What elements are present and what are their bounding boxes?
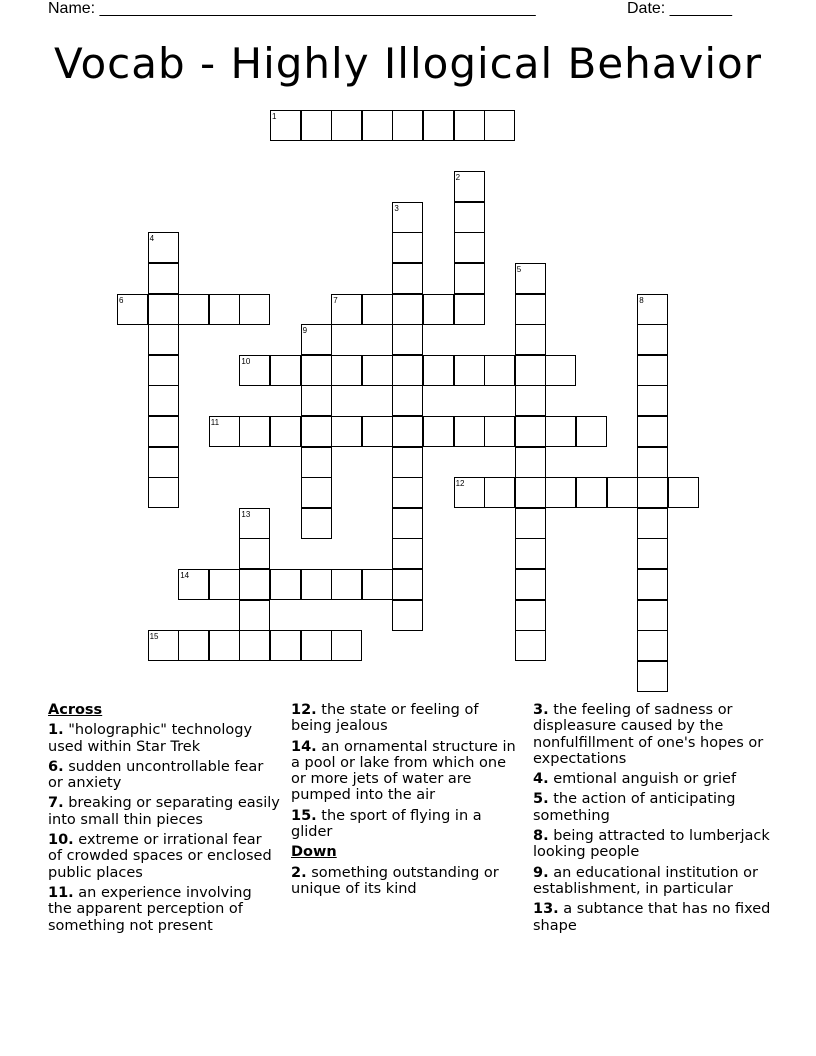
grid-cell[interactable]: [515, 538, 546, 569]
clue-down-4: [533, 771, 773, 787]
grid-cell[interactable]: [637, 385, 668, 416]
clue-text: something outstanding or unique of its kind: [291, 864, 499, 897]
grid-cell[interactable]: [515, 263, 546, 294]
grid-cell[interactable]: [515, 355, 546, 386]
grid-cell[interactable]: [178, 294, 209, 325]
grid-cell[interactable]: [178, 630, 209, 661]
clue-across-14: [291, 739, 523, 804]
grid-cell[interactable]: [392, 416, 423, 447]
grid-cell[interactable]: [392, 447, 423, 478]
grid-cell[interactable]: [270, 110, 301, 141]
grid-cell[interactable]: [148, 416, 179, 447]
grid-cell[interactable]: [637, 324, 668, 355]
grid-cell[interactable]: [362, 416, 393, 447]
clue-down-2: [291, 865, 523, 898]
grid-cell[interactable]: [301, 355, 332, 386]
clue-text: the state or feeling of being jealous: [291, 702, 479, 735]
grid-cell[interactable]: [545, 416, 576, 447]
clues-column-1: [48, 702, 280, 938]
grid-cell[interactable]: [148, 447, 179, 478]
grid-cell[interactable]: [392, 508, 423, 539]
grid-cell[interactable]: [392, 202, 423, 233]
grid-cell[interactable]: [515, 447, 546, 478]
grid-cell[interactable]: [637, 447, 668, 478]
grid-cell[interactable]: [484, 477, 515, 508]
grid-cell[interactable]: [545, 477, 576, 508]
clue-text: an experience involving the apparent perception of something not present: [48, 884, 252, 934]
grid-cell[interactable]: [637, 569, 668, 600]
clue-across-15: [291, 808, 523, 841]
grid-cell[interactable]: [392, 477, 423, 508]
grid-cell[interactable]: [239, 294, 270, 325]
grid-cell[interactable]: [331, 355, 362, 386]
clue-number: 7.: [48, 795, 64, 812]
clue-number-label: 5: [516, 265, 522, 274]
clue-number: 10.: [48, 832, 74, 849]
grid-cell[interactable]: [392, 110, 423, 141]
grid-cell[interactable]: [362, 355, 393, 386]
grid-cell[interactable]: [392, 355, 423, 386]
grid-cell[interactable]: [209, 630, 240, 661]
grid-cell[interactable]: [270, 569, 301, 600]
grid-cell[interactable]: [484, 110, 515, 141]
grid-cell[interactable]: [637, 508, 668, 539]
grid-cell[interactable]: [392, 324, 423, 355]
grid-cell[interactable]: [637, 416, 668, 447]
grid-cell[interactable]: [454, 110, 485, 141]
clues-column-2: [291, 702, 523, 901]
clue-across-6: [48, 759, 280, 792]
grid-cell[interactable]: [239, 355, 270, 386]
clue-number-label: 12: [455, 479, 465, 489]
grid-cell[interactable]: [454, 232, 485, 263]
grid-cell[interactable]: [239, 508, 270, 539]
grid-cell[interactable]: [331, 416, 362, 447]
clue-number: 6.: [48, 758, 64, 775]
clue-number: 9.: [533, 864, 549, 881]
grid-cell[interactable]: [301, 385, 332, 416]
clue-down-5: [533, 791, 773, 824]
clue-text: an ornamental structure in a pool or lake from which one or more jets of water are pumped into the air: [291, 738, 516, 804]
grid-cell[interactable]: [301, 477, 332, 508]
clue-number-label: 2: [455, 173, 461, 183]
clue-number: 3.: [533, 702, 549, 718]
clue-down-3: [533, 702, 773, 767]
grid-cell[interactable]: [423, 416, 454, 447]
clue-number: 8.: [533, 828, 549, 845]
grid-cell[interactable]: [545, 355, 576, 386]
grid-cell[interactable]: [148, 477, 179, 508]
clue-number: 15.: [291, 807, 317, 824]
grid-cell[interactable]: [301, 324, 332, 355]
grid-cell[interactable]: [239, 630, 270, 661]
clue-number: 13.: [533, 901, 559, 918]
clue-number-label: 15: [149, 632, 159, 642]
grid-cell[interactable]: [515, 569, 546, 600]
grid-cell[interactable]: [637, 294, 668, 325]
grid-cell[interactable]: [454, 202, 485, 233]
grid-cell[interactable]: [515, 385, 546, 416]
grid-cell[interactable]: [270, 416, 301, 447]
grid-cell[interactable]: [454, 477, 485, 508]
grid-cell[interactable]: [392, 538, 423, 569]
grid-cell[interactable]: [392, 294, 423, 325]
grid-cell[interactable]: [637, 630, 668, 661]
header: [48, 0, 740, 20]
grid-cell[interactable]: [209, 416, 240, 447]
grid-cell[interactable]: [301, 447, 332, 478]
clue-number: 5.: [533, 791, 549, 808]
clue-number: 4.: [533, 771, 549, 788]
clue-number-label: 3: [394, 203, 399, 213]
grid-cell[interactable]: [331, 294, 362, 325]
down-heading: Down: [291, 844, 337, 861]
grid-cell[interactable]: [392, 385, 423, 416]
clue-number: 11.: [48, 884, 74, 901]
grid-cell[interactable]: [331, 569, 362, 600]
clue-number: 14.: [291, 738, 317, 755]
clue-number-label: 7: [333, 295, 338, 305]
clue-across-11: [48, 885, 280, 934]
grid-cell[interactable]: [392, 263, 423, 294]
clue-across-7: [48, 795, 280, 828]
date-field-line[interactable]: Date: _______: [627, 0, 732, 17]
grid-cell[interactable]: [454, 171, 485, 202]
grid-cell[interactable]: [362, 569, 393, 600]
grid-cell[interactable]: [362, 110, 393, 141]
grid-cell[interactable]: [515, 508, 546, 539]
grid-cell[interactable]: [301, 569, 332, 600]
clue-number: 12.: [291, 702, 317, 718]
grid-cell[interactable]: [209, 294, 240, 325]
grid-cell[interactable]: [392, 232, 423, 263]
grid-cell[interactable]: [515, 416, 546, 447]
grid-cell[interactable]: [148, 630, 179, 661]
grid-cell[interactable]: [515, 477, 546, 508]
grid-cell[interactable]: [637, 355, 668, 386]
clue-number-label: 14: [180, 571, 190, 580]
page-title: Vocab - Highly Illogical Behavior: [53, 39, 762, 88]
clue-text: the sport of flying in a glider: [291, 807, 482, 841]
grid-cell[interactable]: [270, 355, 301, 386]
clue-number-label: 9: [302, 326, 308, 336]
grid-cell[interactable]: [209, 569, 240, 600]
grid-cell[interactable]: [607, 477, 638, 508]
clue-text: the action of anticipating something: [533, 791, 736, 824]
clue-number-label: 1: [272, 112, 277, 121]
grid-cell[interactable]: [515, 630, 546, 661]
grid-cell[interactable]: [423, 355, 454, 386]
grid-cell[interactable]: [454, 294, 485, 325]
clues-column-3: [533, 702, 773, 938]
grid-cell[interactable]: [148, 385, 179, 416]
clue-text: extreme or irrational fear of crowded spaces or enclosed public places: [48, 832, 272, 881]
grid-cell[interactable]: [148, 324, 179, 355]
clue-down-8: [533, 828, 773, 861]
clue-across-10: [48, 832, 280, 881]
grid-cell[interactable]: [576, 416, 607, 447]
clue-down-9: [533, 865, 773, 898]
grid-cell[interactable]: [362, 294, 393, 325]
grid-cell[interactable]: [148, 232, 179, 263]
grid-cell[interactable]: [239, 600, 270, 631]
grid-cell[interactable]: [148, 355, 179, 386]
clue-number: 2.: [291, 864, 307, 881]
grid-cell[interactable]: [148, 263, 179, 294]
across-heading: Across: [48, 702, 103, 718]
clue-text: the feeling of sadness or displeasure caused by the nonfulfillment of one's hopes or expectations: [533, 702, 764, 767]
grid-cell[interactable]: [117, 294, 148, 325]
clue-text: a subtance that has no fixed shape: [533, 901, 771, 934]
clue-text: breaking or separating easily into small thin pieces: [48, 795, 280, 828]
grid-cell[interactable]: [637, 661, 668, 692]
grid-cell[interactable]: [392, 600, 423, 631]
clue-text: an educational institution or establishment, in particular: [533, 864, 758, 897]
clue-text: sudden uncontrollable fear or anxiety: [48, 758, 264, 792]
grid-cell[interactable]: [484, 416, 515, 447]
grid-cell[interactable]: [301, 110, 332, 141]
clue-number-label: 10: [241, 356, 251, 366]
clue-down-13: [533, 901, 773, 934]
grid-cell[interactable]: [454, 355, 485, 386]
grid-cell[interactable]: [331, 630, 362, 661]
grid-cell[interactable]: [515, 324, 546, 355]
name-field-line[interactable]: Name: _________________________________________________: [48, 0, 536, 17]
clue-across-12: [291, 702, 523, 735]
grid-cell[interactable]: [239, 538, 270, 569]
grid-cell[interactable]: [637, 600, 668, 631]
grid-cell[interactable]: [423, 294, 454, 325]
clue-number-label: 4: [149, 234, 155, 244]
clue-number-label: 13: [241, 509, 251, 519]
grid-cell[interactable]: [392, 569, 423, 600]
clue-text: being attracted to lumberjack looking people: [533, 828, 770, 861]
clue-number: 1.: [48, 722, 64, 739]
clue-number-label: 8: [639, 295, 644, 305]
grid-cell[interactable]: [331, 110, 362, 141]
grid-cell[interactable]: [637, 538, 668, 569]
clue-text: emtional anguish or grief: [553, 771, 737, 788]
grid-cell[interactable]: [515, 294, 546, 325]
grid-cell[interactable]: [484, 355, 515, 386]
clue-across-1: [48, 722, 280, 755]
grid-cell[interactable]: [637, 477, 668, 508]
grid-cell[interactable]: [239, 416, 270, 447]
grid-cell[interactable]: [668, 477, 699, 508]
grid-cell[interactable]: [301, 630, 332, 661]
grid-cell[interactable]: [301, 416, 332, 447]
clue-number-label: 11: [210, 418, 220, 427]
grid-cell[interactable]: [148, 294, 179, 325]
clue-text: "holographic" technology used within Star Trek: [48, 722, 253, 755]
grid-cell[interactable]: [423, 110, 454, 141]
grid-cell[interactable]: [301, 508, 332, 539]
grid-cell[interactable]: [515, 600, 546, 631]
grid-cell[interactable]: [454, 416, 485, 447]
grid-cell[interactable]: [454, 263, 485, 294]
grid-cell[interactable]: [270, 630, 301, 661]
grid-cell[interactable]: [239, 569, 270, 600]
grid-cell[interactable]: [576, 477, 607, 508]
grid-cell[interactable]: [178, 569, 209, 600]
clue-number-label: 6: [119, 295, 124, 305]
